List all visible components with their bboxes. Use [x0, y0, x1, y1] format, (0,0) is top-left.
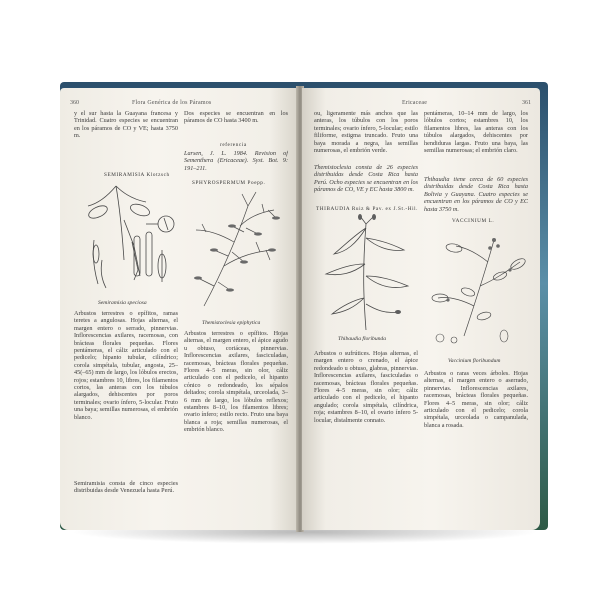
genus-description: Arbustos o sufrútices. Hojas alternas, el margen entero o crenado, el ápice redondeado u obtuso, glabras, pinnervias. Inflorescencias axilares, fasciculadas o racemosas, brácteas florales pequeñas. Flores 4–5 meras, sin olor; cáliz articulado con el pedicelo, el hipanto angulado; corola simpétala, cilíndrica, roja; estambres 8–10, el ovario ínfero 5-locular, distalmente connato. [314, 350, 418, 424]
genus-note: Semiramisia consta de cinco especies distribuidas desde Venezuela hasta Perú. [74, 480, 178, 495]
running-header: Ericaceae [402, 100, 428, 106]
page-number: 360 [70, 100, 79, 106]
running-header: Flora Genérica de los Páramos [132, 100, 212, 106]
genus-label: SEMIRAMISIA Klotzsch [104, 172, 170, 178]
page-number: 361 [522, 100, 531, 106]
genus-note: Thibaudia tiene cerca de 60 especies distribuidas desde Costa Rica hasta Bolivia y Guayana. Cuatro especies se encuentran en los páramos de CO y EC hasta 3750 m. [424, 176, 528, 213]
left-page [60, 88, 298, 530]
plant-illustration [76, 180, 180, 298]
genus-label: SPHYROSPERMUM Poepp. [192, 180, 266, 186]
genus-description: Arbustos terrestres o epífitos, ramas teretes a angulosas. Hojas alternas, el margen entero o serrado, pinnervias. Inflorescencias axilares, racemosas, con brácteas florales pequeñas. Flores pentámeras, el cáliz articulado con el pedicelo; hipanto tubular, cilíndrico; corola simpétala, tubular, angosta, 25–45(–65) mm de largo, los lóbulos erectos, rojos; estambres 10, libres, los filamentos cortos, las anteras con los túbulos alargados, dehiscentes por poros terminales; ovario ínfero, 5-locular. Fruto una baya; semillas numerosas, el embrión blanco. [74, 310, 178, 421]
genus-label: VACCINIUM L. [452, 218, 495, 224]
intro-text: y el sur hasta la Guayana francesa y Trinidad. Cuatro especies se encuentran en los páramos de CO y VE; hasta 3750 m. [74, 110, 178, 140]
reference-text: Larsen, J. L. 1984. Revision of Sementhera (Ericaceae). Syst. Bot. 9: 191–211. [184, 150, 288, 172]
reference-heading: referencia [220, 142, 247, 148]
figure-caption: Vaccinium floribundum [448, 358, 501, 364]
genus-label: THIBAUDIA Ruiz & Pav. ex J.St.-Hil. [316, 206, 419, 212]
genus-description: pentámeras, 10–14 mm de largo, los lóbulos cortos; estambres 10, los filamentos libres, las anteras con los túbulos alargados, dehiscentes por hendiduras largas. Fruto una baya, las semillas numerosas; el embrión claro. [424, 110, 528, 155]
plant-illustration [184, 186, 290, 318]
figure-caption: Themistoclesia epiphytica [202, 320, 261, 326]
genus-note: Themistoclesia consta de 26 especies distribuidas desde Costa Rica hasta Perú. Ocho especies se encuentran en los páramos de CO, VE y EC hasta 3800 m. [314, 164, 418, 194]
figure-caption: Thibaudia floribunda [338, 336, 387, 342]
intro-text: Dos especies se encuentran en los páramos de CO hasta 3400 m. [184, 110, 288, 125]
genus-description: ou, ligeramente más anchos que las anteras, los túbulos con los poros terminales; ovario ínfero, 5-locular; estilo filiforme, estigma truncado. Fruto una baya morada a negra, las semillas numerosas, el embrión verde. [314, 110, 418, 155]
figure-caption: Semiramisia speciosa [98, 300, 147, 306]
genus-description: Arbustos terrestres o epífitos. Hojas alternas, el margen entero, el ápice agudo u obtuso, coriáceas, pinnervias. Inflorescencias axilares, fasciculadas, racemosas, brácteas florales pequeñas. Flores 4–5 meras, sin olor, cáliz articulado con el pedicelo, el hipanto cónico o redondeado, los sépalos deltados; corola simpétala, urceolada, 3–6 mm de largo, los lóbulos reflexos; estambres 8–10, los filamentos libres; ovario ínfero; estilo recto. Fruto una baya blanca a roja; semillas numerosas, el embrión blanco. [184, 330, 288, 434]
plant-illustration [424, 226, 528, 354]
plant-illustration [316, 214, 416, 332]
right-page [302, 88, 540, 530]
genus-description: Arbustos o raras veces árboles. Hojas alternas, el margen entero o aserrado, pinnervias. Inflorescencias axilares, racemosas, brácteas florales pequeñas. Flores 4–5 meras, sin olor; cáliz articulado con el pedicelo; corola simpétala, urceolada o campanulada, blanca a rosada. [424, 370, 528, 429]
